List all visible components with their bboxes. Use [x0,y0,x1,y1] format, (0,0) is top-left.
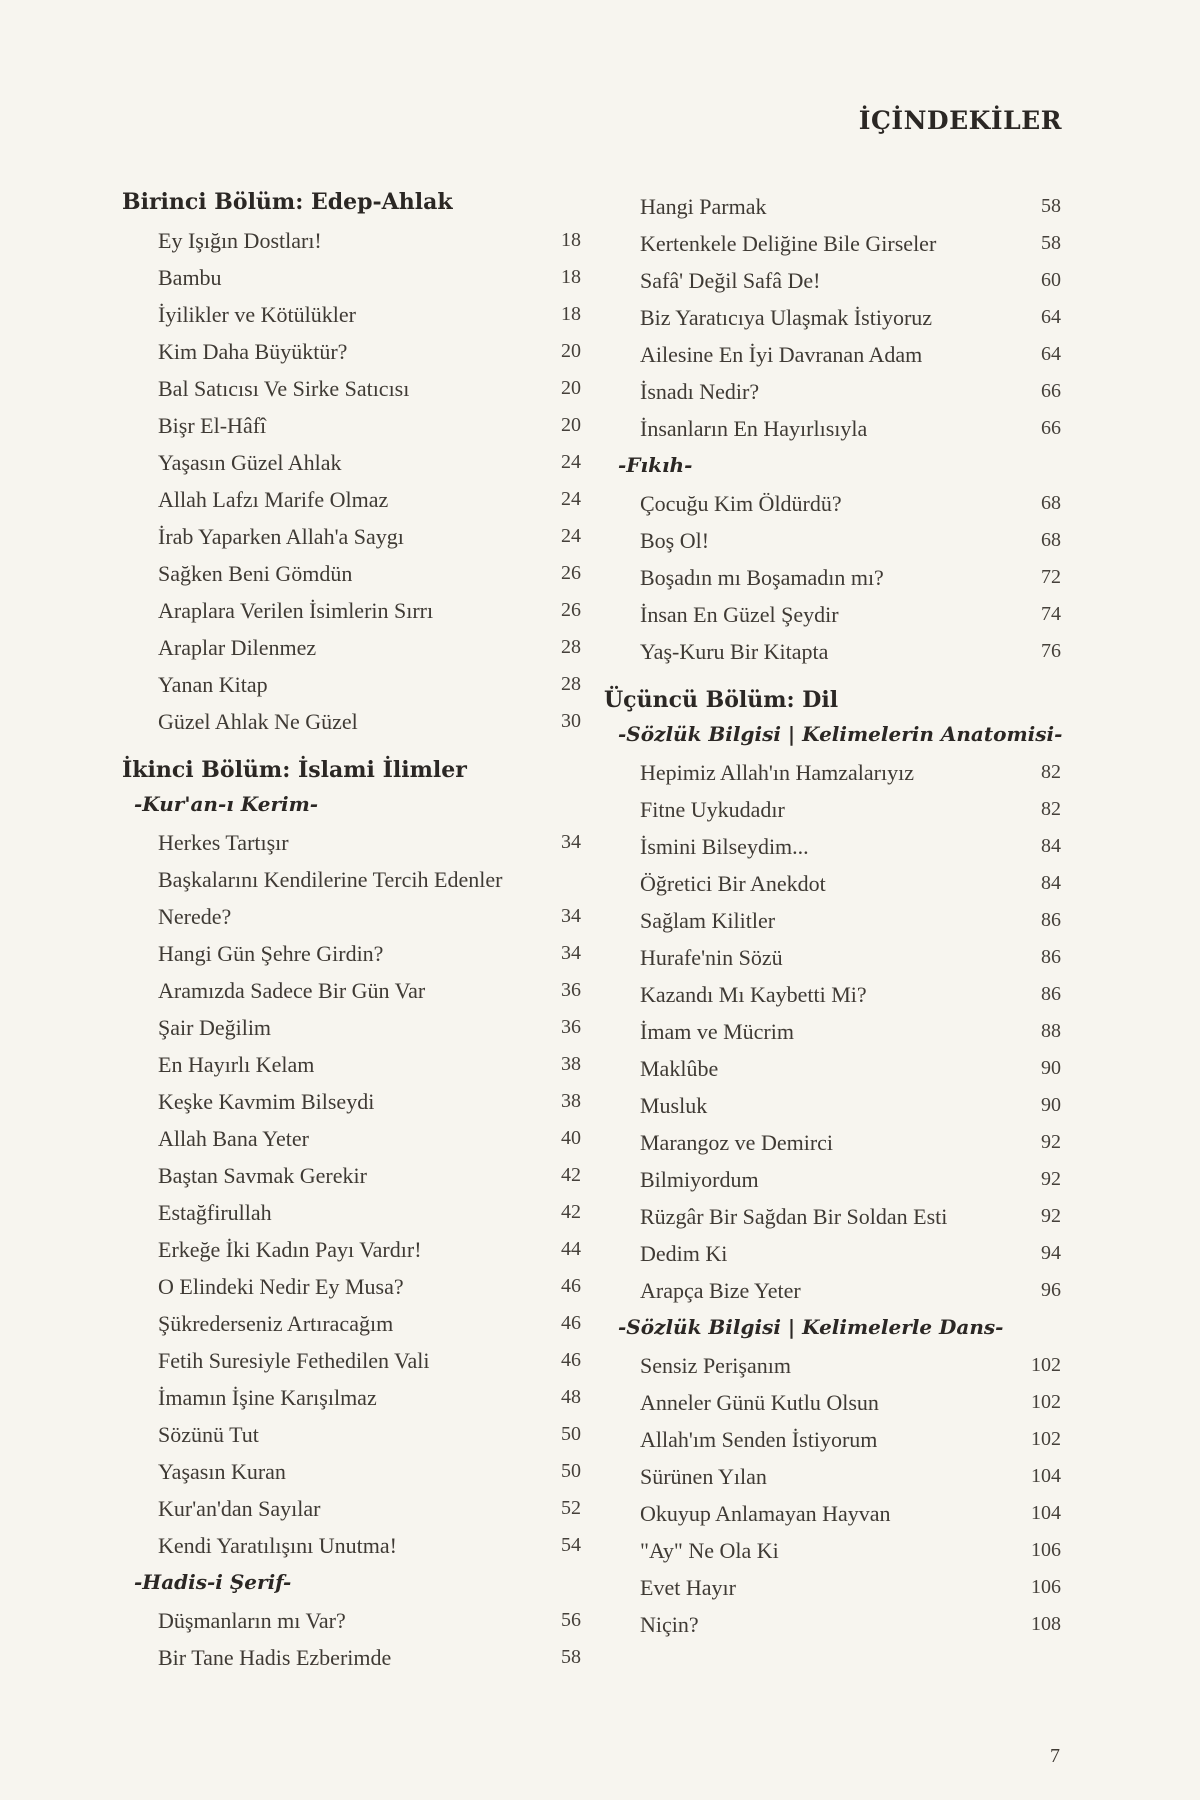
toc-entry-page: 52 [561,1497,581,1519]
toc-entry-title: Aramızda Sadece Bir Gün Var [158,978,426,1003]
toc-entry-page: 58 [1041,195,1061,217]
toc-entry [122,1194,581,1231]
toc-entry [122,1009,581,1046]
toc-entry-title: Kim Daha Büyüktür? [158,339,348,364]
toc-entry-page: 66 [1041,380,1061,402]
toc-entry [604,1532,1061,1569]
toc-entry-title: Hangi Parmak [640,194,767,219]
toc-entry-page: 92 [1041,1205,1061,1227]
toc-entry-page: 36 [561,979,581,1001]
toc-entry-title: Sağken Beni Gömdün [158,561,353,586]
toc-entry [122,296,581,333]
toc-list [604,1347,1061,1643]
toc-entry [604,939,1061,976]
toc-entry [604,1384,1061,1421]
toc-entry [122,935,581,972]
toc-entry [604,336,1061,373]
toc-entry [604,1569,1061,1606]
toc-entry [604,1421,1061,1458]
toc-entry-title: Öğretici Bir Anekdot [640,871,826,896]
toc-entry-page: 72 [1041,566,1061,588]
toc-entry-title: Şair Değilim [158,1015,272,1040]
toc-entry [604,1013,1061,1050]
toc-list [122,824,581,1564]
toc-entry-title: Araplar Dilenmez [158,635,317,660]
toc-entry [604,485,1061,522]
toc-entry [122,629,581,666]
section-title: -Kur'an-ı Kerim- [134,792,319,816]
toc-entry [604,1272,1061,1309]
toc-entry-page: 74 [1041,603,1061,625]
toc-entry-page: 28 [561,673,581,695]
toc-entry-title: Sağlam Kilitler [640,908,776,933]
toc-entry [122,1046,581,1083]
toc-entry-page: 58 [561,1646,581,1668]
toc-entry-page: 20 [561,377,581,399]
toc-entry [604,410,1061,447]
toc-entry-page: 20 [561,340,581,362]
toc-entry [604,1347,1061,1384]
toc-list [604,188,1061,447]
toc-entry-title: Şükrederseniz Artıracağım [158,1311,394,1336]
toc-entry [122,1305,581,1342]
toc-entry-page: 48 [561,1386,581,1408]
toc-entry [604,865,1061,902]
toc-entry-page: 96 [1041,1279,1061,1301]
toc-entry-page: 84 [1041,872,1061,894]
toc-entry-page: 86 [1041,983,1061,1005]
toc-entry-title: Hepimiz Allah'ın Hamzalarıyız [640,760,914,785]
toc-entry-title: O Elindeki Nedir Ey Musa? [158,1274,404,1299]
toc-entry-title: Herkes Tartışır [158,830,289,855]
toc-entry-title: İmam ve Mücrim [640,1019,794,1044]
toc-entry-page: 24 [561,488,581,510]
toc-entry-page: 66 [1041,417,1061,439]
toc-entry-page: 30 [561,710,581,732]
toc-list [604,754,1061,1309]
toc-entry-title: Yaşasın Güzel Ahlak [158,450,342,475]
toc-entry-title: Arapça Bize Yeter [640,1278,801,1303]
toc-entry [122,481,581,518]
toc-entry-page: 18 [561,229,581,251]
toc-entry-page: 104 [1031,1502,1061,1524]
toc-entry-page: 94 [1041,1242,1061,1264]
toc-entry-page: 26 [561,599,581,621]
toc-entry-page: 82 [1041,761,1061,783]
toc-entry-title: Hangi Gün Şehre Girdin? [158,941,384,966]
chapter-title: Üçüncü Bölüm: Dil [604,687,839,713]
toc-entry [122,592,581,629]
toc-entry-page: 68 [1041,529,1061,551]
toc-entry-title: İrab Yaparken Allah'a Saygı [158,524,404,549]
toc-entry-page: 36 [561,1016,581,1038]
toc-entry-page: 90 [1041,1057,1061,1079]
toc-entry-title: İsmini Bilseydim... [640,834,809,859]
toc-entry-title: Estağfirullah [158,1200,272,1225]
toc-entry [122,1602,581,1639]
toc-entry [604,1458,1061,1495]
toc-entry-title: Fetih Suresiyle Fethedilen Vali [158,1348,430,1373]
toc-entry [122,1453,581,1490]
toc-entry-page: 42 [561,1201,581,1223]
toc-entry-page: 64 [1041,306,1061,328]
chapter-title: Birinci Bölüm: Edep-Ahlak [122,189,453,215]
toc-entry-page: 92 [1041,1131,1061,1153]
toc-entry-page: 76 [1041,640,1061,662]
toc-entry-page: 60 [1041,269,1061,291]
toc-entry-page: 108 [1031,1613,1061,1635]
toc-entry-title: Bişr El-Hâfî [158,413,267,438]
toc-entry [122,861,581,935]
toc-entry [604,522,1061,559]
toc-entry-page: 34 [561,905,581,927]
toc-entry [122,1342,581,1379]
toc-entry-title: Ailesine En İyi Davranan Adam [640,342,923,367]
toc-entry-title: Allah Bana Yeter [158,1126,309,1151]
toc-entry-title: Düşmanların mı Var? [158,1608,346,1633]
left-column [122,188,581,1676]
toc-entry-title: Güzel Ahlak Ne Güzel [158,709,358,734]
toc-entry [604,225,1061,262]
toc-entry [122,1416,581,1453]
toc-entry [604,633,1061,670]
toc-entry-page: 38 [561,1053,581,1075]
toc-entry [604,1198,1061,1235]
toc-entry [604,596,1061,633]
toc-entry [604,1235,1061,1272]
toc-entry-page: 38 [561,1090,581,1112]
toc-entry-page: 86 [1041,946,1061,968]
toc-entry-page: 92 [1041,1168,1061,1190]
toc-entry-title: Sürünen Yılan [640,1464,767,1489]
toc-entry [122,444,581,481]
toc-entry [122,222,581,259]
toc-entry-page: 24 [561,525,581,547]
toc-entry-page: 20 [561,414,581,436]
section-title: -Fıkıh- [618,453,693,477]
toc-entry [604,1124,1061,1161]
toc-entry-title: Anneler Günü Kutlu Olsun [640,1390,879,1415]
toc-entry [122,555,581,592]
toc-entry [604,791,1061,828]
toc-entry [122,666,581,703]
toc-entry [122,1083,581,1120]
toc-entry-title: Kur'an'dan Sayılar [158,1496,321,1521]
toc-entry-page: 18 [561,303,581,325]
toc-entry-page: 50 [561,1460,581,1482]
page-number: 7 [1050,1745,1060,1767]
toc-entry-page: 102 [1031,1391,1061,1413]
toc-entry-title: Başkalarını Kendilerine Tercih Edenler Nerede? [158,867,503,929]
toc-entry-title: Yaşasın Kuran [158,1459,286,1484]
toc-entry-title: İmamın İşine Karışılmaz [158,1385,377,1410]
toc-entry-title: Dedim Ki [640,1241,728,1266]
toc-entry-page: 88 [1041,1020,1061,1042]
toc-list [122,222,581,740]
toc-entry [604,1495,1061,1532]
toc-entry-title: Allah Lafzı Marife Olmaz [158,487,389,512]
toc-entry [122,703,581,740]
toc-entry-page: 90 [1041,1094,1061,1116]
toc-entry-title: Maklûbe [640,1056,719,1081]
right-column [604,188,1061,1643]
toc-entry-page: 82 [1041,798,1061,820]
toc-entry-title: Kazandı Mı Kaybetti Mi? [640,982,867,1007]
toc-entry [122,518,581,555]
toc-entry [122,1490,581,1527]
toc-entry-title: Bilmiyordum [640,1167,759,1192]
toc-entry [122,972,581,1009]
toc-entry [122,824,581,861]
section-title: -Sözlük Bilgisi | Kelimelerle Dans- [618,1315,1004,1339]
toc-entry-page: 46 [561,1349,581,1371]
toc-entry-page: 102 [1031,1354,1061,1376]
toc-entry-title: Niçin? [640,1612,699,1637]
toc-list [604,485,1061,670]
toc-entry-title: Araplara Verilen İsimlerin Sırrı [158,598,434,623]
toc-entry-title: Keşke Kavmim Bilseydi [158,1089,375,1114]
toc-entry [604,1050,1061,1087]
toc-entry-title: Hurafe'nin Sözü [640,945,783,970]
toc-entry [604,188,1061,225]
toc-entry-page: 102 [1031,1428,1061,1450]
toc-entry-title: Yaş-Kuru Bir Kitapta [640,639,829,664]
toc-entry-title: Kendi Yaratılışını Unutma! [158,1533,397,1558]
toc-entry-page: 40 [561,1127,581,1149]
toc-entry-title: Biz Yaratıcıya Ulaşmak İstiyoruz [640,305,933,330]
toc-entry [604,373,1061,410]
toc-entry [604,828,1061,865]
toc-entry-page: 86 [1041,909,1061,931]
toc-entry-title: Marangoz ve Demirci [640,1130,834,1155]
toc-entry [604,1161,1061,1198]
toc-entry-title: Bir Tane Hadis Ezberimde [158,1645,392,1670]
toc-entry [604,299,1061,336]
toc-entry-title: Sözünü Tut [158,1422,259,1447]
toc-entry-page: 104 [1031,1465,1061,1487]
toc-entry-page: 18 [561,266,581,288]
toc-entry-page: 50 [561,1423,581,1445]
toc-entry-page: 26 [561,562,581,584]
toc-entry-title: Safâ' Değil Safâ De! [640,268,821,293]
toc-entry [122,407,581,444]
toc-entry-title: Sensiz Perişanım [640,1353,791,1378]
toc-entry [604,1087,1061,1124]
toc-entry [604,559,1061,596]
section-title: -Sözlük Bilgisi | Kelimelerin Anatomisi- [618,722,1063,746]
toc-entry-page: 44 [561,1238,581,1260]
toc-entry-page: 68 [1041,492,1061,514]
toc-entry-page: 46 [561,1275,581,1297]
toc-entry [604,1606,1061,1643]
toc-entry-title: Ey Işığın Dostları! [158,228,322,253]
toc-entry-page: 106 [1031,1539,1061,1561]
page-title: İÇİNDEKİLER [858,106,1062,135]
toc-entry-page: 64 [1041,343,1061,365]
toc-entry [122,1157,581,1194]
toc-entry-title: Çocuğu Kim Öldürdü? [640,491,842,516]
toc-entry [122,259,581,296]
toc-entry-title: Kertenkele Deliğine Bile Girseler [640,231,937,256]
toc-entry [122,1527,581,1564]
toc-entry-page: 58 [1041,232,1061,254]
toc-entry-page: 24 [561,451,581,473]
toc-entry-title: Allah'ım Senden İstiyorum [640,1427,878,1452]
toc-entry-title: Yanan Kitap [158,672,268,697]
toc-entry [122,1120,581,1157]
chapter-title: İkinci Bölüm: İslami İlimler [122,757,467,783]
toc-entry-title: Rüzgâr Bir Sağdan Bir Soldan Esti [640,1204,948,1229]
toc-entry [122,1268,581,1305]
toc-entry-page: 34 [561,831,581,853]
toc-entry-title: Musluk [640,1093,708,1118]
toc-entry-title: Evet Hayır [640,1575,736,1600]
toc-entry-title: Erkeğe İki Kadın Payı Vardır! [158,1237,422,1262]
toc-entry [122,1639,581,1676]
toc-entry-page: 84 [1041,835,1061,857]
toc-entry [122,333,581,370]
toc-entry-page: 42 [561,1164,581,1186]
toc-entry-page: 56 [561,1609,581,1631]
toc-entry-title: Baştan Savmak Gerekir [158,1163,367,1188]
toc-entry-title: İnsan En Güzel Şeydir [640,602,839,627]
toc-list [122,1602,581,1676]
toc-entry [122,370,581,407]
toc-entry-page: 34 [561,942,581,964]
toc-entry [604,262,1061,299]
toc-entry-title: İyilikler ve Kötülükler [158,302,356,327]
toc-entry-title: İsnadı Nedir? [640,379,760,404]
toc-entry-title: Bambu [158,265,222,290]
toc-entry-page: 46 [561,1312,581,1334]
toc-entry [604,754,1061,791]
section-title: -Hadis-i Şerif- [134,1570,292,1594]
toc-entry-title: Bal Satıcısı Ve Sirke Satıcısı [158,376,410,401]
toc-entry-title: En Hayırlı Kelam [158,1052,315,1077]
toc-entry-page: 54 [561,1534,581,1556]
toc-entry-title: Boş Ol! [640,528,710,553]
toc-entry [604,902,1061,939]
toc-entry-title: Fitne Uykudadır [640,797,785,822]
toc-entry-page: 28 [561,636,581,658]
toc-entry-title: Okuyup Anlamayan Hayvan [640,1501,891,1526]
toc-entry-page: 106 [1031,1576,1061,1598]
toc-entry [604,976,1061,1013]
toc-entry-title: "Ay" Ne Ola Ki [640,1538,779,1563]
toc-entry [122,1231,581,1268]
toc-entry [122,1379,581,1416]
toc-entry-title: Boşadın mı Boşamadın mı? [640,565,884,590]
toc-entry-title: İnsanların En Hayırlısıyla [640,416,868,441]
